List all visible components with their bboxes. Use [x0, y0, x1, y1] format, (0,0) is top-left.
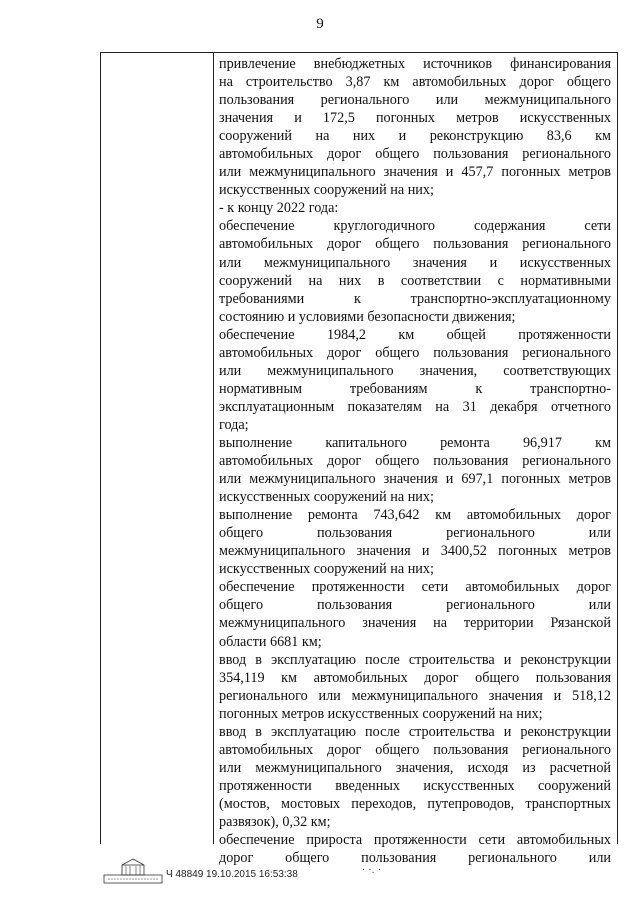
- text-line: ввод в эксплуатацию после строительства и реконструкции: [219, 651, 611, 668]
- text-line: или межмуниципального значения, исходя из расчетной: [219, 759, 611, 776]
- page-number: 9: [316, 16, 324, 32]
- text-line: межмуниципального значения на территории Рязанской: [219, 615, 611, 632]
- text-line: обеспечение протяженности сети автомобильных дорог: [219, 579, 611, 596]
- text-line: пользования регионального или межмуниципального: [219, 92, 611, 109]
- text-line: погонных метров искусственных сооружений на них;: [219, 705, 543, 722]
- scan-marks: · ·. ·: [362, 865, 382, 876]
- text-line: выполнение ремонта 743,642 км автомобильных дорог: [219, 507, 611, 524]
- text-line: или межмуниципального значения и 697,1 погонных метров: [219, 471, 611, 488]
- text-line: регионального или межмуниципального значения и 518,12: [219, 687, 611, 704]
- text-line: ввод в эксплуатацию после строительства и реконструкции: [219, 723, 611, 740]
- text-line: протяженности введенных искусственных сооружений: [219, 777, 611, 794]
- text-line: развязок), 0,32 км;: [219, 813, 331, 830]
- text-line: состоянию и условиями безопасности движения;: [219, 308, 516, 325]
- text-line: области 6681 км;: [219, 633, 322, 650]
- text-line: дорог общего пользования регионального или: [219, 850, 611, 867]
- text-line: привлечение внебюджетных источников финансирования: [219, 56, 611, 72]
- document-footer: [102, 857, 622, 891]
- text-line: сооружений на них и реконструкцию 83,6 км: [219, 128, 611, 145]
- text-line: обеспечение 1984,2 км общей протяженности: [219, 326, 611, 343]
- text-line: выполнение капитального ремонта 96,917 км: [219, 434, 611, 451]
- text-line: искусственных сооружений на них;: [219, 561, 434, 578]
- government-seal-icon: [102, 857, 164, 885]
- text-line: автомобильных дорог общего пользования регионального: [219, 741, 611, 758]
- text-line: сооружений на них в соответствии с нормативными: [219, 272, 611, 289]
- text-line: нормативным требованиям к транспортно-: [219, 380, 611, 397]
- text-line: искусственных сооружений на них;: [219, 182, 434, 199]
- text-line: на строительство 3,87 км автомобильных дорог общего: [219, 74, 611, 91]
- text-line: автомобильных дорог общего пользования регионального: [219, 236, 611, 253]
- text-line: автомобильных дорог общего пользования регионального: [219, 453, 611, 470]
- registration-stamp: Ч 48849 19.10.2015 16:53:38: [166, 869, 298, 880]
- text-line: - к концу 2022 года:: [219, 200, 339, 217]
- text-line: искусственных сооружений на них;: [219, 489, 434, 506]
- text-line: или межмуниципального значения, соответствующих: [219, 362, 611, 379]
- text-line: 354,119 км автомобильных дорог общего пользования: [219, 669, 611, 686]
- text-line: или межмуниципального значения и 457,7 погонных метров: [219, 164, 611, 181]
- text-line: межмуниципального значения и 3400,52 погонных метров: [219, 543, 611, 560]
- text-line: общего пользования регионального или: [219, 597, 611, 614]
- text-line: года;: [219, 416, 249, 433]
- text-line: автомобильных дорог общего пользования регионального: [219, 146, 611, 163]
- text-line: обеспечение прироста протяженности сети автомобильных: [219, 832, 611, 849]
- text-line: или межмуниципального значения и искусственных: [219, 254, 611, 271]
- program-table: [100, 52, 618, 867]
- text-line: общего пользования регионального или: [219, 525, 611, 542]
- text-line: (мостов, мостовых переходов, путепроводов, транспортных: [219, 795, 611, 812]
- table-right-column: [214, 53, 617, 867]
- text-line: эксплуатационным показателям на 31 декабря отчетного: [219, 398, 611, 415]
- text-line: автомобильных дорог общего пользования регионального: [219, 344, 611, 361]
- table-left-column: [101, 53, 214, 844]
- text-line: значения и 172,5 погонных метров искусственных: [219, 110, 611, 127]
- text-line: требованиями к транспортно-эксплуатационному: [219, 290, 611, 307]
- text-line: обеспечение круглогодичного содержания сети: [219, 218, 611, 235]
